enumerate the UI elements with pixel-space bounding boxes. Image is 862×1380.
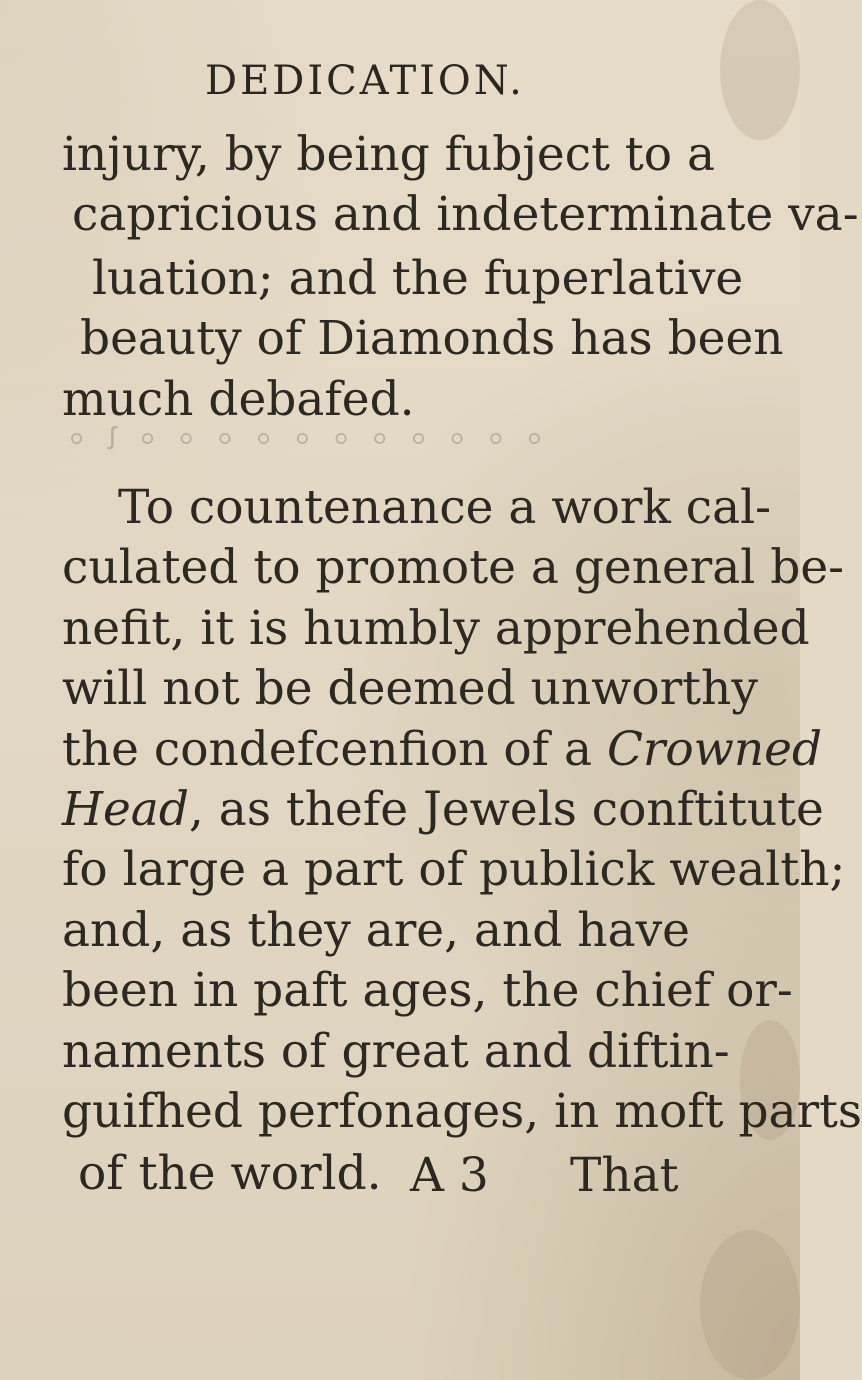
text-line: and, as they are, and have (62, 903, 690, 958)
line-text: the condefcenfion of a (62, 722, 607, 777)
page-stain (700, 1230, 800, 1380)
text-line: naments of great and diftin- (62, 1024, 730, 1079)
text-line: beauty of Diamonds has been (80, 311, 784, 366)
text-line: luation; and the fuperlative (92, 251, 744, 306)
text-line: will not be deemed unworthy (62, 661, 758, 716)
text-line: capricious and indeterminate va- (72, 187, 859, 242)
signature-mark: A 3 (410, 1148, 489, 1203)
text-line (62, 782, 824, 837)
bleed-through-ornament: ⸰ ꭍ ⸰ ⸰ ⸰ ⸰ ⸰ ⸰ ⸰ ⸰ ⸰ ⸰ ⸰ (68, 422, 550, 457)
text-line: nefit, it is humbly apprehended (62, 601, 810, 656)
page-stain (720, 0, 800, 140)
text-line: injury, by being fubject to a (62, 127, 716, 182)
text-line: been in paft ages, the chief or- (62, 963, 793, 1018)
italic-word: Head (62, 782, 189, 837)
line-text: , as thefe Jewels conftitute (188, 782, 824, 837)
text-line: fo large a part of publick wealth; (62, 842, 846, 897)
catchword: That (570, 1148, 679, 1203)
text-line: of the world. (78, 1146, 382, 1201)
text-line: guifhed perfonages, in moft parts (62, 1084, 862, 1139)
text-line (62, 722, 823, 777)
text-line: To countenance a work cal- (118, 480, 772, 535)
text-line: much debafed. (62, 372, 415, 427)
running-head: DEDICATION. (205, 58, 525, 104)
text-line: culated to promote a general be- (62, 540, 845, 595)
italic-word: Crowned (606, 722, 823, 777)
